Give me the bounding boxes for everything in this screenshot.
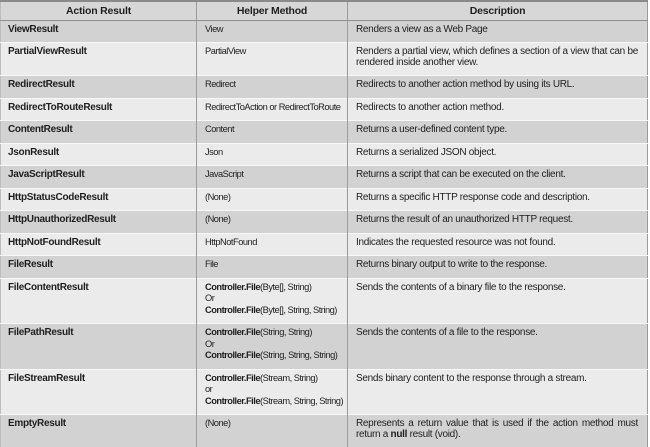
helper-method-line — [205, 327, 345, 339]
text-segment: Or — [205, 293, 214, 303]
action-result-cell: FileStreamResult — [1, 369, 197, 415]
table-row — [1, 188, 648, 211]
text-segment: Sends binary content to the response through a stream. — [356, 373, 587, 384]
description-cell — [348, 143, 648, 166]
helper-method-line — [205, 102, 345, 114]
action-result-cell: RedirectResult — [1, 76, 197, 99]
text-segment: (Byte[], String) — [260, 282, 311, 292]
text-segment: (Stream, String) — [260, 373, 318, 383]
description-cell — [348, 415, 648, 447]
table-row — [1, 20, 648, 43]
action-result-cell: HttpNotFoundResult — [1, 233, 197, 256]
action-result-cell: ViewResult — [1, 20, 197, 43]
text-segment: Json — [205, 147, 223, 157]
table-row — [1, 76, 648, 99]
table-row — [1, 121, 648, 144]
description-cell — [348, 278, 648, 324]
helper-method-line — [205, 350, 345, 362]
text-segment: View — [205, 24, 223, 34]
description-cell — [348, 233, 648, 256]
helper-method-cell — [197, 211, 348, 234]
text-segment: Renders a partial view, which defines a section of a view that can be rendered inside another view. — [356, 46, 638, 68]
text-segment: Returns a user-defined content type. — [356, 124, 507, 135]
description-cell — [348, 43, 648, 76]
helper-method-line — [205, 79, 345, 91]
helper-method-cell — [197, 256, 348, 279]
helper-method-cell — [197, 98, 348, 121]
description-cell — [348, 76, 648, 99]
helper-method-cell — [197, 20, 348, 43]
text-segment: Returns the result of an unauthorized HTTP request. — [356, 214, 573, 225]
helper-method-cell — [197, 415, 348, 447]
text-segment: HttpNotFound — [205, 237, 257, 247]
text-segment: (None) — [205, 192, 230, 202]
table-row — [1, 43, 648, 76]
table-row — [1, 256, 648, 279]
table-row — [1, 98, 648, 121]
table-body — [1, 20, 648, 447]
helper-method-cell — [197, 143, 348, 166]
text-segment: Sends the contents of a file to the response. — [356, 327, 538, 338]
text-segment: (String, String, String) — [260, 350, 337, 360]
helper-method-line — [205, 396, 345, 408]
bold-text-segment: Controller.File — [205, 396, 260, 406]
bold-text-segment: Controller.File — [205, 327, 260, 337]
helper-method-cell — [197, 76, 348, 99]
helper-method-line — [205, 46, 345, 58]
column-header-description: Description — [348, 1, 648, 20]
helper-method-cell — [197, 43, 348, 76]
helper-method-line — [205, 169, 345, 181]
text-segment: Returns binary output to write to the response. — [356, 259, 547, 270]
table-row — [1, 324, 648, 370]
text-segment: JavaScript — [205, 169, 243, 179]
description-cell — [348, 256, 648, 279]
helper-method-line — [205, 373, 345, 385]
text-segment: Returns a script that can be executed on the client. — [356, 169, 566, 180]
action-result-cell: HttpUnauthorizedResult — [1, 211, 197, 234]
helper-method-line — [205, 192, 345, 204]
helper-method-cell — [197, 278, 348, 324]
description-cell — [348, 98, 648, 121]
helper-method-line — [205, 124, 345, 136]
text-segment: Or — [205, 339, 214, 349]
table-row — [1, 369, 648, 415]
text-segment: Returns a serialized JSON object. — [356, 147, 496, 158]
helper-method-line — [205, 214, 345, 226]
action-result-cell: ContentResult — [1, 121, 197, 144]
action-result-cell: JavaScriptResult — [1, 166, 197, 189]
helper-method-line — [205, 384, 345, 396]
action-result-cell: PartialViewResult — [1, 43, 197, 76]
text-segment: (None) — [205, 418, 230, 428]
table-row — [1, 415, 648, 447]
text-segment: or — [205, 384, 212, 394]
description-cell — [348, 121, 648, 144]
helper-method-cell — [197, 121, 348, 144]
action-result-cell: FileContentResult — [1, 278, 197, 324]
table-row — [1, 143, 648, 166]
text-segment: (None) — [205, 214, 230, 224]
text-segment: Renders a view as a Web Page — [356, 24, 488, 35]
helper-method-line — [205, 282, 345, 294]
helper-method-cell — [197, 188, 348, 211]
helper-method-line — [205, 147, 345, 159]
helper-method-cell — [197, 324, 348, 370]
text-segment: Sends the contents of a binary file to the response. — [356, 282, 566, 293]
text-segment: Indicates the requested resource was not found. — [356, 237, 555, 248]
table-header — [1, 1, 648, 20]
text-segment: Redirects to another action method by using its URL. — [356, 79, 574, 90]
table-row — [1, 278, 648, 324]
action-result-cell: EmptyResult — [1, 415, 197, 447]
text-segment: File — [205, 259, 218, 269]
text-segment: result (void). — [407, 429, 460, 440]
helper-method-line — [205, 293, 345, 305]
text-segment: Redirect — [205, 79, 236, 89]
helper-method-line — [205, 339, 345, 351]
helper-method-cell — [197, 233, 348, 256]
bold-text-segment: Controller.File — [205, 350, 260, 360]
helper-method-cell — [197, 166, 348, 189]
helper-method-cell — [197, 369, 348, 415]
action-result-cell: FileResult — [1, 256, 197, 279]
description-cell — [348, 324, 648, 370]
header-row — [1, 1, 648, 20]
action-result-cell: HttpStatusCodeResult — [1, 188, 197, 211]
text-segment: Represents a return value that is used if the action method must return a — [356, 418, 638, 440]
column-header-action-result: Action Result — [1, 1, 197, 20]
text-segment: (Byte[], String, String) — [260, 305, 337, 315]
description-cell — [348, 188, 648, 211]
helper-method-line — [205, 418, 345, 430]
bold-text-segment: null — [391, 429, 408, 440]
helper-method-line — [205, 259, 345, 271]
text-segment: Returns a specific HTTP response code and description. — [356, 192, 590, 203]
description-cell — [348, 369, 648, 415]
description-cell — [348, 166, 648, 189]
table-row — [1, 166, 648, 189]
column-header-helper-method: Helper Method — [197, 1, 348, 20]
action-result-cell: JsonResult — [1, 143, 197, 166]
bold-text-segment: Controller.File — [205, 373, 260, 383]
text-segment: RedirectToAction or RedirectToRoute — [205, 102, 340, 112]
action-result-cell: FilePathResult — [1, 324, 197, 370]
bold-text-segment: Controller.File — [205, 282, 260, 292]
helper-method-line — [205, 237, 345, 249]
text-segment: PartialView — [205, 46, 246, 56]
description-cell — [348, 211, 648, 234]
helper-method-line — [205, 305, 345, 317]
table-row — [1, 211, 648, 234]
text-segment: (String, String) — [260, 327, 312, 337]
text-segment: Content — [205, 124, 234, 134]
description-cell — [348, 20, 648, 43]
table-row — [1, 233, 648, 256]
helper-method-line — [205, 24, 345, 36]
action-result-cell: RedirectToRouteResult — [1, 98, 197, 121]
text-segment: (Stream, String, String) — [260, 396, 343, 406]
bold-text-segment: Controller.File — [205, 305, 260, 315]
text-segment: Redirects to another action method. — [356, 102, 504, 113]
